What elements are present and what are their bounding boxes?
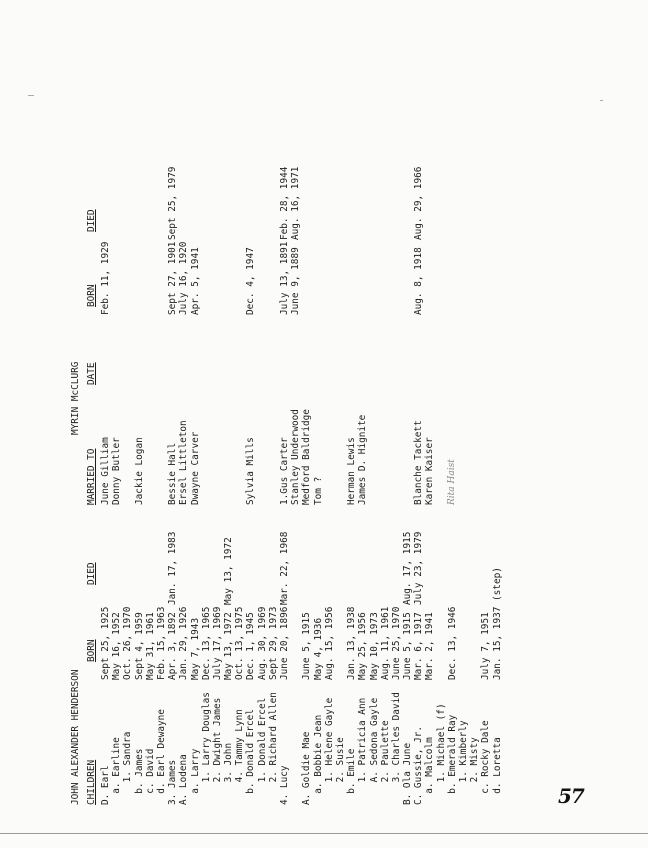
died-cell — [201, 532, 212, 605]
died-cell — [458, 532, 469, 605]
spouse-died-column — [100, 167, 503, 240]
child-name-cell: 4. Tammy Lynn — [234, 709, 246, 805]
married-to-cell: Jackie Logan — [133, 437, 145, 505]
married-to-cell — [369, 409, 380, 505]
spouse-died-cell — [369, 167, 380, 240]
child-name-cell: 2. Susie — [334, 737, 346, 805]
spouse-died-cell: Feb. 28, 1944 — [279, 166, 290, 240]
born-cell: Sept 4, 1959 — [133, 612, 145, 680]
spouse-died-cell — [346, 167, 357, 240]
child-name-cell: 2. Paulette — [379, 720, 391, 805]
married-to-cell: Sylvia Mills — [245, 437, 257, 505]
married-to-cell: Rita Haist — [446, 459, 457, 505]
spouse-died-cell — [447, 167, 458, 240]
spouse-born-cell — [257, 242, 268, 315]
born-cell: May 16, 1952 — [111, 612, 123, 680]
died-cell — [369, 532, 380, 605]
spouse-born-cell — [380, 242, 391, 315]
died-cell — [290, 532, 301, 605]
married-to-cell — [145, 409, 156, 505]
died-cell: Jan. 17, 1983 — [167, 531, 179, 605]
spouse-born-cell: Apr. 5, 1941 — [189, 247, 201, 315]
died-cell — [492, 532, 503, 605]
spouse-died-cell — [212, 167, 223, 240]
page-number: 57 — [558, 784, 584, 808]
died-cell — [268, 532, 279, 605]
children-header: CHILDREN — [86, 759, 97, 805]
spouse-died-cell — [402, 167, 413, 240]
died-cell — [357, 532, 368, 605]
married-to-cell — [268, 409, 279, 505]
born-cell: May 7, 1943 — [189, 617, 201, 680]
died-cell — [346, 532, 357, 605]
spouse-died-cell — [301, 167, 312, 240]
child-name-cell: 1. Sandra — [122, 731, 134, 805]
child-name-cell: C. Gussie, Jr. — [413, 725, 425, 805]
scan-speck — [600, 100, 603, 101]
child-name-cell: b. James — [133, 748, 145, 805]
spouse-died-cell: Aug. 29, 1966 — [413, 166, 425, 240]
born-cell: June 25, 1970 — [390, 606, 402, 680]
married-to-cell — [122, 409, 133, 505]
married-to-cell: Donny Butler — [111, 437, 123, 505]
spouse-died-cell — [111, 167, 122, 240]
married-to-cell — [335, 409, 346, 505]
child-name-cell: a. Larry — [189, 748, 201, 805]
born-cell: May 13, 1972 — [223, 612, 235, 680]
died-cell — [391, 532, 402, 605]
spouse-born-cell — [201, 242, 212, 315]
married-to-cell — [380, 409, 391, 505]
spouse-died-cell: Aug. 16, 1971 — [290, 166, 302, 240]
born-cell: Aug. 11, 1961 — [379, 606, 391, 680]
died-cell — [156, 532, 167, 605]
died-cell — [380, 532, 391, 605]
born-cell: Dec. 13, 1946 — [446, 606, 458, 680]
married-to-cell: Tom ? — [312, 476, 324, 505]
date-header: DATE — [86, 362, 97, 385]
born-cell: Sept 25, 1925 — [100, 606, 111, 680]
spouse-born-cell — [458, 242, 469, 315]
spouse-born-cell — [447, 242, 458, 315]
married-to-cell: June Gilliam — [100, 437, 111, 505]
child-name-cell: c. Rocky Dale — [480, 720, 492, 805]
spouse-died-cell — [492, 167, 503, 240]
spouse-born-cell — [346, 242, 357, 315]
scan-speck — [28, 95, 34, 96]
spouse-born-cell — [145, 242, 156, 315]
child-name-cell: 1. Larry Douglas — [200, 692, 212, 805]
child-name-cell: 2. Richard Allen — [267, 692, 279, 805]
died-cell — [190, 532, 201, 605]
died-cell — [245, 532, 256, 605]
child-name-cell: A. Goldie Mae — [301, 731, 313, 805]
spouse-born-cell — [134, 242, 145, 315]
born-cell: Jan. 29, 1926 — [178, 606, 190, 680]
spouse-died-cell — [100, 167, 111, 240]
child-name-cell: A. Sedona Gayle — [368, 697, 380, 805]
spouse-died-cell — [324, 167, 335, 240]
child-name-cell: 3. John — [223, 742, 235, 805]
married-to-cell: Bessie Hall — [167, 442, 179, 505]
spouse-born-cell — [234, 242, 245, 315]
died-cell — [335, 532, 346, 605]
spouse-died-cell — [436, 167, 447, 240]
child-name-cell: 2. Dwight James — [211, 697, 223, 805]
spouse-died-cell — [134, 167, 145, 240]
spouse-born-cell — [402, 242, 413, 315]
spouse-died-cell — [223, 167, 234, 240]
spouse-born-cell — [436, 242, 447, 315]
child-name-cell: c. David — [144, 748, 156, 805]
spouse-born-header: BORN — [86, 284, 97, 307]
spouse-born-cell — [391, 242, 402, 315]
born-header: BORN — [86, 639, 97, 662]
child-name-cell: a. Malcolm — [424, 737, 436, 805]
spouse-died-cell — [313, 167, 324, 240]
spouse-born-cell: Feb. 11, 1929 — [100, 241, 111, 315]
born-cell: Mar. 6, 1917 — [413, 612, 425, 680]
died-cell — [436, 532, 447, 605]
married-to-cell — [436, 409, 447, 505]
genealogy-sheet — [70, 125, 620, 805]
born-cell: Sept 29, 1973 — [267, 606, 279, 680]
spouse-died-cell — [178, 167, 189, 240]
died-cell — [313, 532, 324, 605]
born-cell: Feb. 15, 1963 — [155, 606, 167, 680]
spouse-died-cell — [122, 167, 133, 240]
spouse-died-cell — [335, 167, 346, 240]
spouse-born-column — [100, 242, 503, 315]
born-cell: May 10, 1973 — [368, 612, 380, 680]
spouse-died-cell — [380, 167, 391, 240]
died-cell — [424, 532, 435, 605]
died-cell: Aug. 17, 1915 — [402, 531, 414, 605]
married-to-cell — [223, 409, 234, 505]
spouse-died-cell — [201, 167, 212, 240]
died-header: DIED — [86, 562, 97, 585]
child-name-cell: b. Emerald Ray — [446, 714, 458, 805]
family-head-title: JOHN ALEXANDER HENDERSON — [70, 669, 81, 805]
born-cell: Aug. 30, 1969 — [256, 606, 268, 680]
born-cell: Oct. 26, 1970 — [122, 606, 134, 680]
spouse-died-cell — [190, 167, 201, 240]
spouse-born-cell: Dec. 4, 1947 — [245, 247, 257, 315]
died-cell — [145, 532, 156, 605]
children-column — [100, 692, 503, 805]
born-cell: Oct. 13, 1975 — [234, 606, 246, 680]
married-to-cell — [469, 409, 480, 505]
child-name-cell: 1. Donald Ercel — [256, 697, 268, 805]
spouse-born-cell: July 13, 1891 — [279, 241, 290, 315]
married-to-column — [100, 409, 503, 505]
spouse-family-title: MYRIN McCLURG — [70, 361, 81, 435]
child-name-cell: 4. Lucy — [279, 765, 290, 805]
married-to-cell — [156, 409, 167, 505]
spouse-born-cell — [268, 242, 279, 315]
born-cell: Apr. 3, 1892 — [167, 612, 179, 680]
married-to-cell — [458, 409, 469, 505]
spouse-born-cell — [369, 242, 380, 315]
died-cell — [257, 532, 268, 605]
spouse-born-cell — [122, 242, 133, 315]
died-cell — [111, 532, 122, 605]
married-to-cell — [480, 409, 491, 505]
died-cell — [324, 532, 335, 605]
child-name-cell: A. Lodena — [178, 754, 190, 805]
child-name-cell: 1. Helene Gayle — [323, 697, 335, 805]
died-cell — [469, 532, 480, 605]
spouse-died-cell — [391, 167, 402, 240]
spouse-born-cell — [469, 242, 480, 315]
child-name-cell: a. Earline — [111, 737, 123, 805]
spouse-born-cell — [324, 242, 335, 315]
spouse-born-cell — [212, 242, 223, 315]
born-cell: May 25, 1956 — [357, 612, 369, 680]
married-to-cell — [201, 409, 212, 505]
spouse-born-cell — [424, 242, 435, 315]
spouse-died-cell — [156, 167, 167, 240]
born-cell: Dec. 13, 1965 — [200, 606, 212, 680]
spouse-died-cell — [480, 167, 491, 240]
spouse-born-cell — [335, 242, 346, 315]
child-name-cell: 3. Charles David — [390, 692, 402, 805]
born-cell: May 31, 1961 — [144, 612, 156, 680]
born-cell: May 4, 1936 — [312, 617, 324, 680]
spouse-born-cell — [111, 242, 122, 315]
spouse-died-cell: Sept 25, 1979 — [167, 166, 179, 240]
spouse-died-cell — [268, 167, 279, 240]
child-name-cell: B. Ola June — [402, 742, 414, 805]
spouse-died-cell — [257, 167, 268, 240]
married-to-cell: Karen Kaiser — [424, 437, 436, 505]
died-cell — [100, 532, 111, 605]
spouse-died-cell — [145, 167, 156, 240]
child-name-cell: 3. James — [167, 759, 179, 805]
born-cell: Dec. 1, 1945 — [245, 612, 257, 680]
born-cell: Aug. 15, 1956 — [323, 606, 335, 680]
married-to-cell — [391, 409, 402, 505]
married-to-cell: Herman Lewis — [346, 437, 358, 505]
spouse-born-cell — [313, 242, 324, 315]
scan-edge-line — [0, 833, 648, 834]
died-cell: July 23, 1979 — [413, 531, 425, 605]
born-cell: Jan. 13, 1938 — [346, 606, 358, 680]
died-cell — [234, 532, 245, 605]
spouse-born-cell: June 9, 1889 — [290, 247, 302, 315]
died-cell — [480, 532, 491, 605]
born-cell: July 17, 1969 — [211, 606, 223, 680]
spouse-born-cell — [480, 242, 491, 315]
married-to-cell: James D. Hignite — [357, 414, 369, 505]
spouse-died-cell — [245, 167, 256, 240]
died-cell — [301, 532, 312, 605]
married-to-cell — [402, 409, 413, 505]
married-to-cell: Blanche Tackett — [413, 420, 425, 505]
died-cell — [122, 532, 133, 605]
child-name-cell: 1. Patricia Ann — [357, 697, 369, 805]
spouse-died-cell — [357, 167, 368, 240]
married-to-cell: 1.Gus Carter — [279, 437, 290, 505]
born-cell: June 5, 1915 — [402, 612, 414, 680]
spouse-born-cell — [301, 242, 312, 315]
spouse-born-cell — [156, 242, 167, 315]
married-to-cell: Ersel Littleton — [178, 420, 190, 505]
child-name-cell: 1. Kimberly — [458, 720, 469, 805]
child-name-cell: d. Loretta — [491, 737, 503, 805]
married-to-header: MARRIED TO — [86, 448, 97, 505]
died-cell: May 13, 1972 — [223, 537, 235, 605]
child-name-cell — [290, 692, 301, 805]
married-to-cell — [257, 409, 268, 505]
married-to-cell — [234, 409, 245, 505]
spouse-died-cell — [469, 167, 480, 240]
child-name-cell: 2. Misty — [469, 737, 481, 805]
died-cell: Mar. 22, 1968 — [279, 531, 290, 605]
born-cell: Mar. 2, 1941 — [424, 612, 436, 680]
died-cell — [447, 532, 458, 605]
married-to-cell: Stanley Underwood — [290, 409, 302, 505]
spouse-born-cell — [357, 242, 368, 315]
born-cell: June 20, 1896 — [279, 606, 290, 680]
spouse-died-cell — [424, 167, 435, 240]
child-name-cell: a. Bobbie Jean — [312, 714, 324, 805]
married-to-cell: Dwayne Carver — [189, 431, 201, 505]
spouse-died-cell — [234, 167, 245, 240]
born-cell: July 7, 1951 — [480, 612, 492, 680]
married-to-cell — [212, 409, 223, 505]
spouse-born-cell: Sept 27, 1901 — [167, 241, 179, 315]
spouse-died-header: DIED — [86, 209, 97, 232]
died-cell — [212, 532, 223, 605]
spouse-born-cell — [223, 242, 234, 315]
child-name-cell: b. Donald Ercel — [245, 709, 257, 805]
child-name-cell: b. Emile — [346, 748, 358, 805]
child-name-cell: D. Earl — [100, 765, 111, 805]
married-to-cell — [492, 409, 503, 505]
spouse-born-cell: July 16, 1920 — [178, 241, 190, 315]
married-to-cell: Medford Baldridge — [301, 409, 313, 505]
died-column — [100, 532, 503, 605]
child-name-cell: 1. Michael (f) — [435, 703, 447, 805]
died-cell — [178, 532, 189, 605]
born-cell: Jan. 15, 1937 (step) — [491, 567, 503, 680]
married-to-cell — [324, 409, 335, 505]
died-cell — [134, 532, 145, 605]
spouse-died-cell — [458, 167, 469, 240]
child-name-cell: d. Earl Dewayne — [155, 709, 167, 805]
spouse-born-cell: Aug. 8, 1918 — [413, 247, 425, 315]
born-cell: June 5, 1915 — [301, 612, 313, 680]
spouse-born-cell — [492, 242, 503, 315]
